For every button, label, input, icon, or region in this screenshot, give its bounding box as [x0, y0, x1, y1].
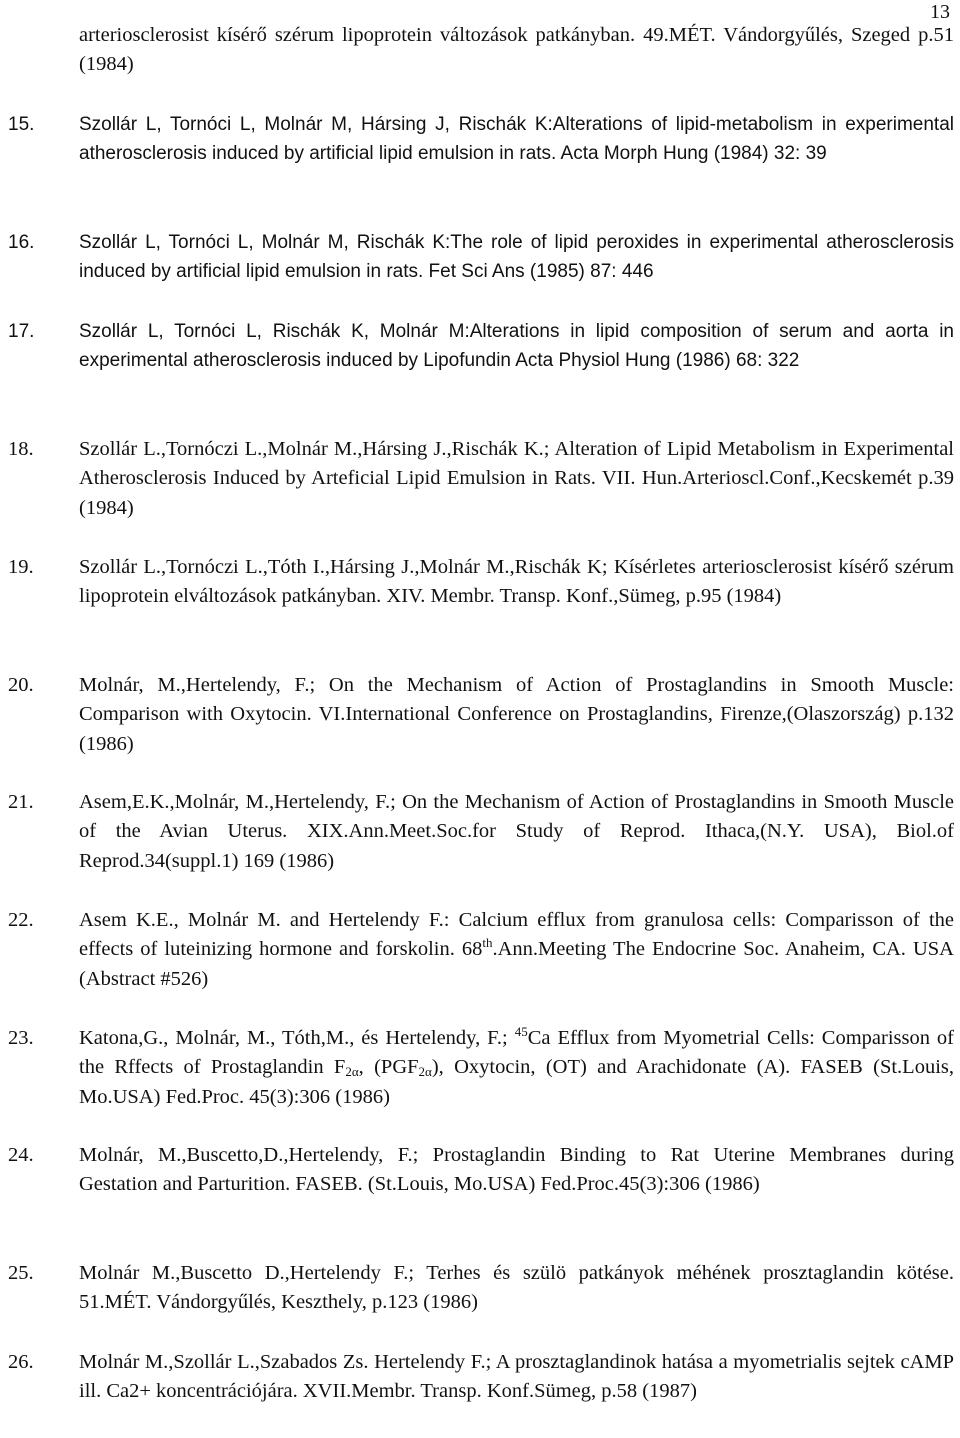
reference-number: 23.	[8, 1027, 34, 1049]
reference-number: 17.	[8, 321, 35, 342]
reference-text	[79, 110, 954, 169]
text-run: .Ann.Meeting The Endocrine Soc. Anaheim, CA. USA (Abstract #526)	[79, 938, 954, 990]
text-run: Szollár L.,Tornóczi L.,Molnár M.,Hársing J.,Rischák K.; Alteration of Lipid Metabolism in Experimental Atherosclerosis Induced by Arteficial Lipid Emulsion in Rats. VII. Hun.Arterioscl.Conf.,Kecskemét p.39 (1984)	[79, 438, 954, 519]
text-run: arteriosclerosist kísérő szérum lipoprotein változások patkányban. 49.MÉT. Vándorgyűlés, Szeged p.51 (1984)	[79, 24, 954, 76]
reference-item	[8, 671, 954, 759]
reference-number: 21.	[8, 791, 34, 813]
reference-item	[8, 435, 954, 523]
reference-item	[8, 1024, 954, 1112]
reference-text	[79, 435, 954, 523]
reference-item	[8, 1259, 954, 1318]
text-run: Molnár M.,Szollár L.,Szabados Zs. Hertelendy F.; A prosztaglandinok hatása a myometrialis sejtek cAMP ill. Ca2+ koncentrációjára. XVII.Membr. Transp. Konf.Sümeg, p.58 (1987)	[79, 1351, 954, 1403]
reference-text	[79, 1024, 954, 1112]
reference-text	[79, 553, 954, 612]
reference-text	[79, 1141, 954, 1200]
text-run: Szollár L, Tornóci L, Molnár M, Hársing J, Rischák K:Alterations of lipid-metabolism in experimental atherosclerosis induced by artificial lipid emulsion in rats. Acta Morph Hung (1984) 32: 39	[79, 114, 954, 165]
text-run: Molnár, M.,Buscetto,D.,Hertelendy, F.; Prostaglandin Binding to Rat Uterine Membranes during Gestation and Parturition. FASEB. (St.Louis, Mo.USA) Fed.Proc.45(3):306 (1986)	[79, 1144, 954, 1196]
text-run: Ca Efflux from Myometrial Cells: Comparisson of the Rffects of Prostaglandin F	[79, 1027, 955, 1079]
reference-item	[8, 1348, 954, 1407]
reference-item	[8, 788, 954, 876]
reference-item	[8, 110, 954, 169]
reference-number: 26.	[8, 1351, 34, 1373]
text-run: Molnár, M.,Hertelendy, F.; On the Mechanism of Action of Prostaglandins in Smooth Muscle: Comparison with Oxytocin. VI.International Conference on Prostaglandins, Firenze,(Olaszország) p.132 (1986)	[79, 674, 954, 755]
text-run: Asem,E.K.,Molnár, M.,Hertelendy, F.; On the Mechanism of Action of Prostaglandins in Smooth Muscle of the Avian Uterus. XIX.Ann.Meet.Soc.for Study of Reprod. Ithaca,(N.Y. USA), Biol.of Reprod.34(suppl.1) 169 (1986)	[79, 791, 954, 872]
superscript: 45	[514, 1024, 528, 1039]
subscript: 2α	[418, 1064, 432, 1080]
reference-item	[8, 21, 954, 80]
reference-text	[79, 317, 954, 376]
text-run: Szollár L, Tornóci L, Molnár M, Rischák K:The role of lipid peroxides in experimental atherosclerosis induced by artificial lipid emulsion in rats. Fet Sci Ans (1985) 87: 446	[79, 232, 954, 283]
reference-item	[8, 1141, 954, 1200]
reference-number: 24.	[8, 1144, 34, 1166]
reference-number: 20.	[8, 674, 34, 696]
reference-item	[8, 553, 954, 612]
subscript: 2α	[345, 1064, 359, 1080]
reference-number: 15.	[8, 114, 35, 135]
reference-number: 18.	[8, 438, 34, 460]
text-run: Asem K.E., Molnár M. and Hertelendy F.: Calcium efflux from granulosa cells: Comparisson of the effects of luteinizing hormone and forskolin. 68	[79, 909, 954, 961]
reference-item	[8, 317, 954, 376]
text-run: Katona,G., Molnár, M., Tóth,M., és Hertelendy, F.;	[79, 1027, 515, 1049]
text-run: , (PGF	[358, 1056, 419, 1079]
reference-text	[79, 228, 954, 287]
superscript: th	[482, 935, 493, 951]
text-run: Szollár L, Tornóci L, Rischák K, Molnár M:Alterations in lipid composition of serum and aorta in experimental atherosclerosis induced by Lipofundin Acta Physiol Hung (1986) 68: 322	[79, 321, 954, 372]
reference-item	[8, 906, 954, 994]
reference-text	[79, 1259, 954, 1318]
text-run: Molnár M.,Buscetto D.,Hertelendy F.; Terhes és szülö patkányok méhének prosztaglandin kötése. 51.MÉT. Vándorgyűlés, Keszthely, p.123 (1986)	[79, 1262, 954, 1314]
reference-number: 16.	[8, 232, 35, 253]
reference-number: 19.	[8, 556, 34, 578]
text-run: ), Oxytocin, (OT) and Arachidonate (A). FASEB (St.Louis, Mo.USA) Fed.Proc. 45(3):306 (1986)	[79, 1056, 954, 1108]
reference-text	[79, 788, 954, 876]
reference-text	[79, 1348, 954, 1407]
reference-number: 25.	[8, 1262, 34, 1284]
page-number: 13	[930, 1, 950, 23]
text-run: Szollár L.,Tornóczi L.,Tóth I.,Hársing J.,Molnár M.,Rischák K; Kísérletes arteriosclerosist kísérő szérum lipoprotein elváltozások patkányban. XIV. Membr. Transp. Konf.,Sümeg, p.95 (1984)	[79, 556, 954, 608]
reference-item	[8, 228, 954, 287]
reference-text	[79, 906, 954, 994]
reference-text	[79, 671, 954, 759]
reference-number: 22.	[8, 909, 34, 931]
reference-text	[79, 21, 954, 80]
